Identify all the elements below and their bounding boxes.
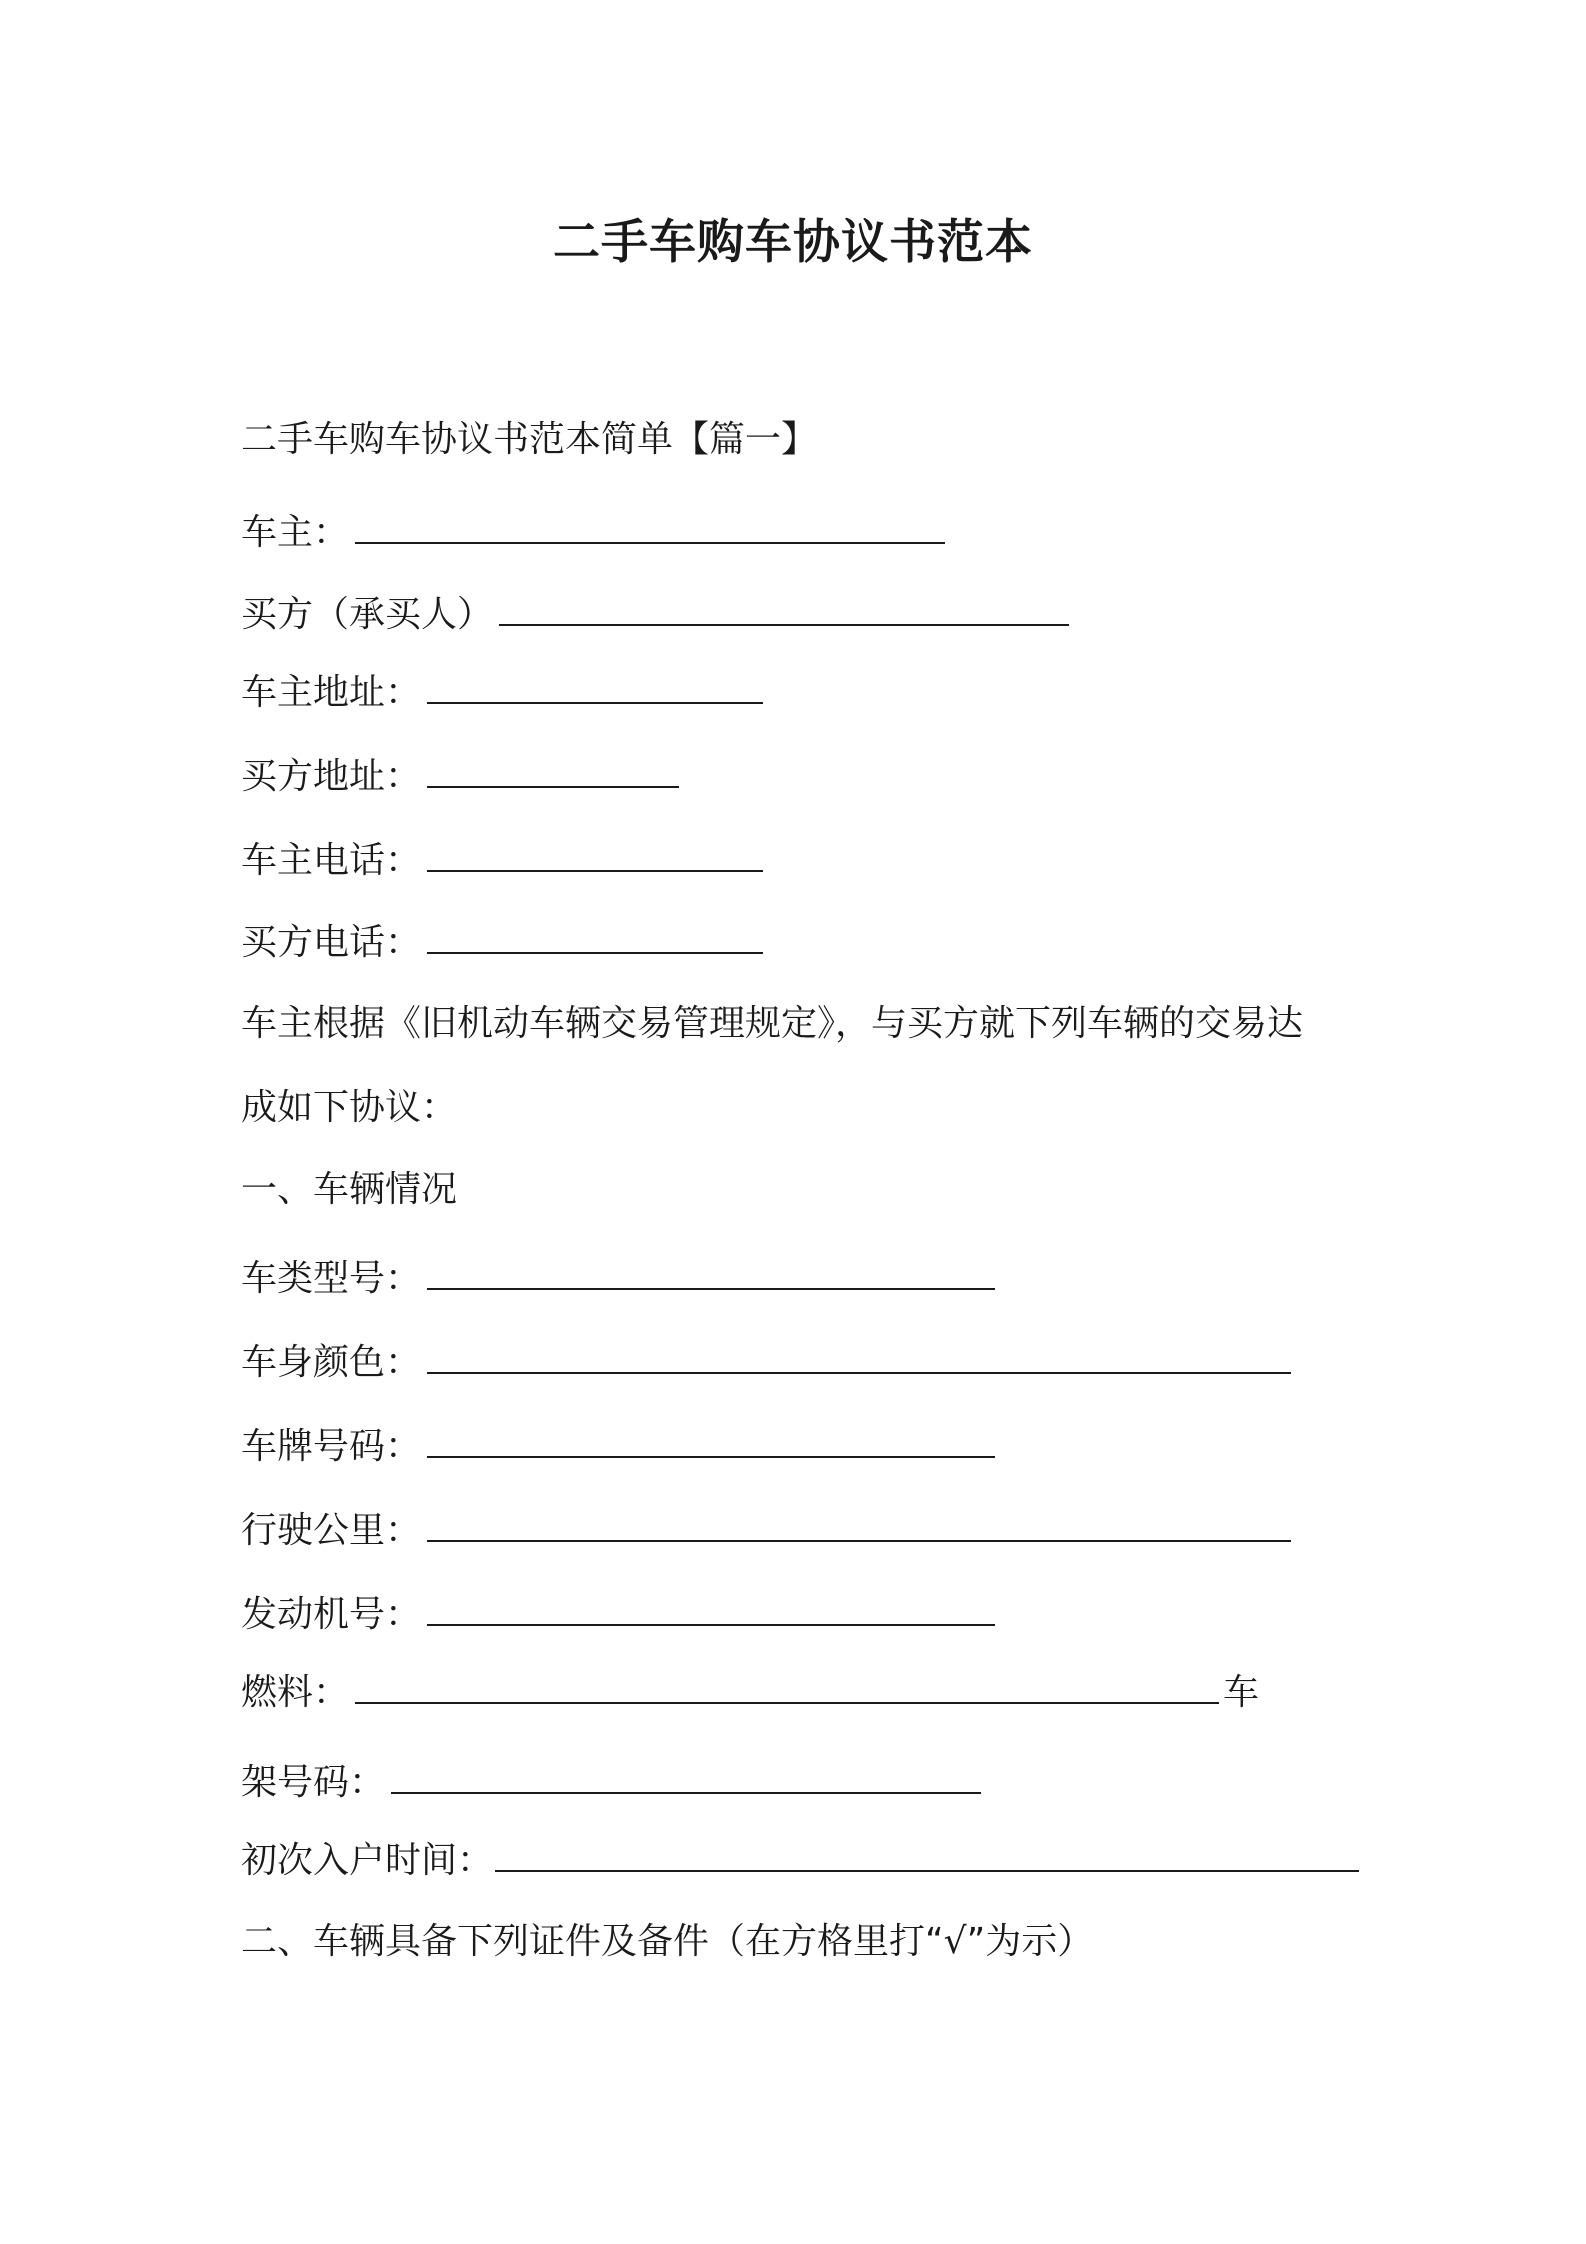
field-frame-number-blank[interactable] [391,1758,981,1794]
document-title: 二手车购车协议书范本 [553,215,1033,270]
field-mileage-blank[interactable] [427,1506,1291,1542]
field-buyer-label: 买方（承买人） [241,594,494,635]
section-heading-vehicle: 一、车辆情况 [241,1169,458,1210]
field-owner-phone-blank[interactable] [427,836,763,872]
field-owner [241,508,945,557]
field-frame-number [241,1758,981,1807]
field-buyer-phone [241,918,763,967]
field-fuel-suffix: 车 [1223,1672,1260,1713]
field-mileage [241,1506,1291,1555]
field-engine-number [241,1590,995,1639]
field-fuel-label: 燃料： [241,1672,350,1713]
field-fuel-blank[interactable] [355,1668,1219,1704]
field-mileage-label: 行驶公里： [241,1510,422,1551]
field-fuel [241,1668,1259,1717]
field-buyer-blank[interactable] [499,590,1069,626]
field-engine-number-label: 发动机号： [241,1594,422,1635]
field-plate-number-label: 车牌号码： [241,1426,422,1467]
document-subtitle: 二手车购车协议书范本简单【篇一】 [241,419,818,460]
field-first-registration [241,1836,1359,1885]
field-buyer-address-blank[interactable] [427,752,679,788]
field-owner-address-blank[interactable] [427,668,763,704]
field-buyer-phone-label: 买方电话： [241,922,422,963]
section-heading-documents: 二、车辆具备下列证件及备件（在方格里打“√”为示） [241,1921,1094,1962]
field-buyer-address [241,752,679,801]
field-buyer-address-label: 买方地址： [241,756,422,797]
field-plate-number-blank[interactable] [427,1422,995,1458]
field-body-color-blank[interactable] [427,1338,1291,1374]
field-body-color [241,1338,1291,1387]
field-owner-address [241,668,763,717]
field-vehicle-model-blank[interactable] [427,1254,995,1290]
intro-line-1: 车主根据《旧机动车辆交易管理规定》，与买方就下列车辆的交易达 [241,1003,1304,1044]
field-owner-blank[interactable] [355,508,945,544]
field-vehicle-model-label: 车类型号： [241,1258,422,1299]
field-buyer-phone-blank[interactable] [427,918,763,954]
field-first-registration-label: 初次入户时间： [241,1840,494,1881]
field-owner-label: 车主： [241,512,350,553]
field-plate-number [241,1422,995,1471]
field-owner-phone-label: 车主电话： [241,840,422,881]
field-owner-address-label: 车主地址： [241,672,422,713]
field-vehicle-model [241,1254,995,1303]
field-frame-number-label: 架号码： [241,1762,386,1803]
field-engine-number-blank[interactable] [427,1590,995,1626]
field-buyer [241,590,1069,639]
field-first-registration-blank[interactable] [495,1836,1359,1872]
intro-line-2: 成如下协议： [241,1087,458,1128]
field-owner-phone [241,836,763,885]
field-body-color-label: 车身颜色： [241,1342,422,1383]
